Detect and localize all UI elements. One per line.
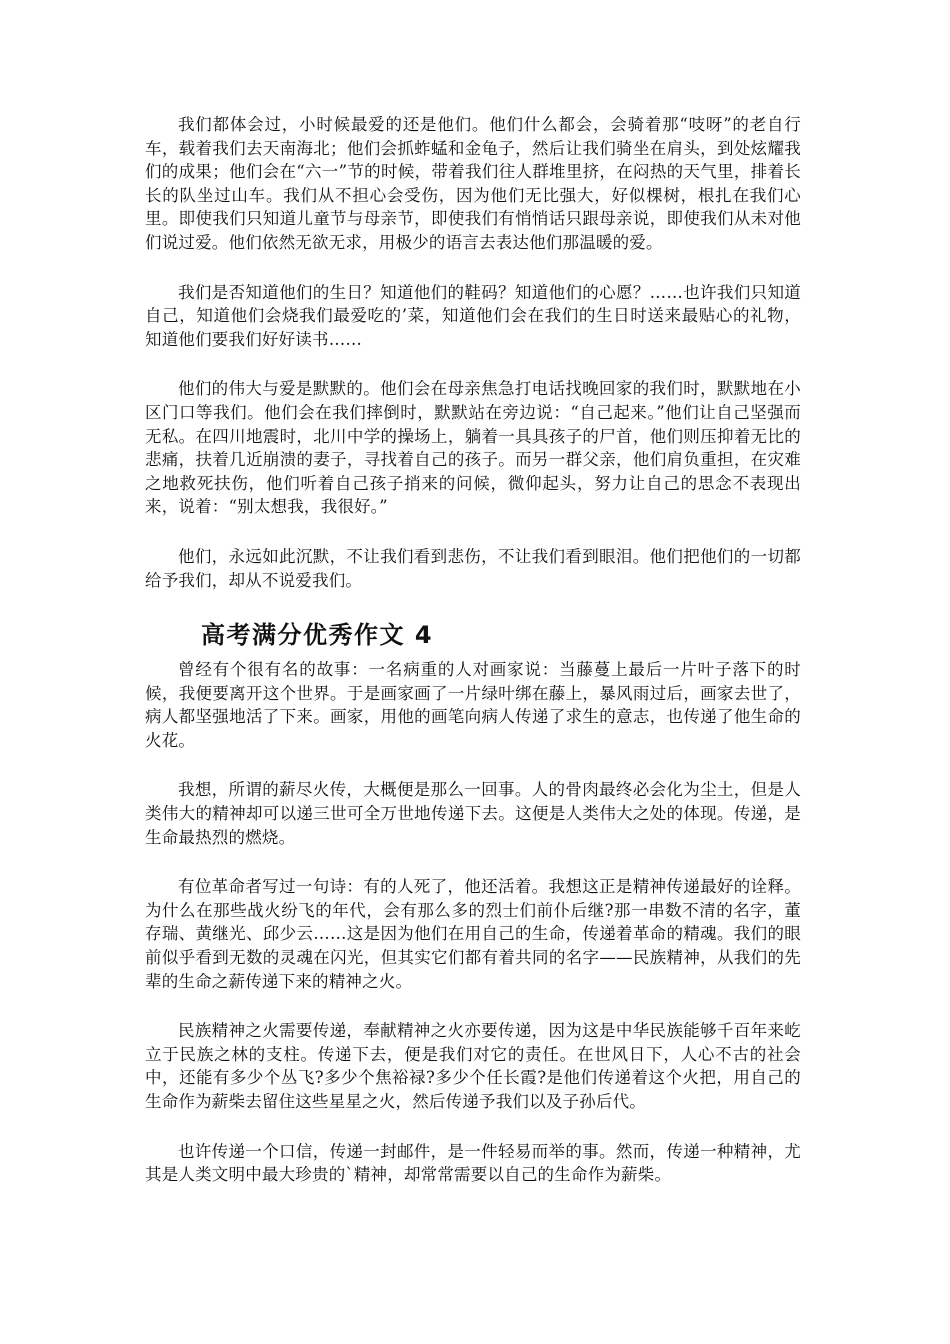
paragraph-revolutionary-poem: 有位革命者写过一句诗：有的人死了，他还活着。我想这正是精神传递最好的诠释。为什么在那些战火纷飞的年代，会有那么多的烈士们前仆后继?那一串数不清的名字，董存瑞、黄继光、邱少云……这是因为他们在用自己的生命，传递着革命的精魂。我们的眼前似乎看到无数的灵魂在闪光，但其实它们都有着共同的名字——民族精神，从我们的先辈的生命之薪传递下来的精神之火。 bbox=[145, 877, 801, 991]
paragraph-national-spirit: 民族精神之火需要传递，奉献精神之火亦要传递，因为这是中华民族能够千百年来屹立于民族之林的支柱。传递下去，便是我们对它的责任。在世风日下，人心不古的社会中，还能有多少个丛飞?多少个焦裕禄?多少个任长霞?是他们传递着这个火把，用自己的生命作为薪柴去留住这些星星之火，然后传递予我们以及子孙后代。 bbox=[145, 1021, 801, 1111]
paragraph-painter-story: 曾经有个很有名的故事：一名病重的人对画家说：当藤蔓上最后一片叶子落下的时候，我便要离开这个世界。于是画家画了一片绿叶绑在藤上，暴风雨过后，画家去世了，病人都坚强地活了下来。画家，用他的画笔向病人传递了求生的意志，也传递了他生命的火花。 bbox=[145, 660, 801, 750]
paragraph-passing-spirit: 也许传递一个口信，传递一封邮件，是一件轻易而举的事。然而，传递一种精神，尤其是人类文明中最大珍贵的`精神，却常常需要以自己的生命作为薪柴。 bbox=[145, 1141, 801, 1185]
paragraph-forever-silent: 他们，永远如此沉默，不让我们看到悲伤，不让我们看到眼泪。他们把他们的一切都给予我们，却从不说爱我们。 bbox=[145, 546, 801, 590]
paragraph-silent-love: 他们的伟大与爱是默默的。他们会在母亲焦急打电话找晚回家的我们时，默默地在小区门口等我们。他们会在我们摔倒时，默默站在旁边说：“自己起来。”他们让自己坚强而无私。在四川地震时，北川中学的操场上，躺着一具具孩子的尸首，他们则压抑着无比的悲痛，扶着几近崩溃的妻子，寻找着自己的孩子。而另一群父亲，他们肩负重担，在灾难之地救死扶伤，他们听着自己孩子捎来的问候，微仰起头，努力让自己的思念不表现出来，说着：“别太想我，我很好。” bbox=[145, 379, 801, 517]
paragraph-torch-passing: 我想，所谓的薪尽火传，大概便是那么一回事。人的骨肉最终必会化为尘土，但是人类伟大的精神却可以递三世可全万世地传递下去。这便是人类伟大之处的体现。传递，是生命最热烈的燃烧。 bbox=[145, 780, 801, 847]
paragraph-do-we-know: 我们是否知道他们的生日？知道他们的鞋码？知道他们的心愿？……也许我们只知道自己，知道他们会烧我们最爱吃的’菜，知道他们会在我们的生日时送来最贴心的礼物，知道他们要我们好好读书…… bbox=[145, 282, 801, 349]
document-page bbox=[145, 113, 801, 1213]
essay-heading: 高考满分优秀作文 4 bbox=[201, 621, 434, 650]
paragraph-childhood-memories: 我们都体会过，小时候最爱的还是他们。他们什么都会，会骑着那“吱呀”的老自行车，载着我们去天南海北；他们会抓蚱蜢和金龟子，然后让我们骑坐在肩头，到处炫耀我们的成果；他们会在“六一”节的时候，带着我们往人群堆里挤，在闷热的天气里，排着长长的队坐过山车。我们从不担心会受伤，因为他们无比强大，好似棵树，根扎在我们心里。即使我们只知道儿童节与母亲节，即使我们有悄悄话只跟母亲说，即使我们从未对他们说过爱。他们依然无欲无求，用极少的语言去表达他们那温暖的爱。 bbox=[145, 115, 801, 252]
